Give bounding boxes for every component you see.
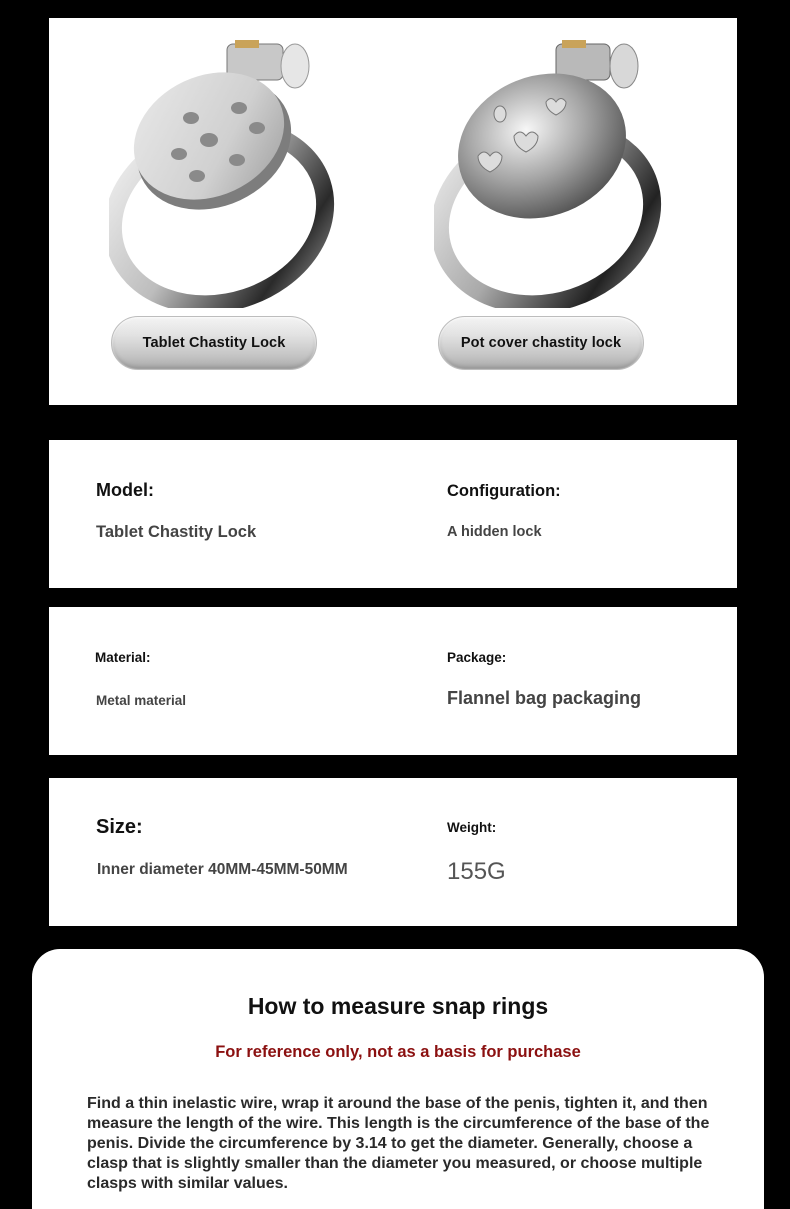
spec-value-model: Tablet Chastity Lock xyxy=(96,523,257,541)
spec-label-size: Size: xyxy=(96,816,143,838)
measurement-guide-panel xyxy=(32,949,764,1209)
spec-value-weight: 155G xyxy=(447,858,506,885)
measurement-guide-disclaimer: For reference only, not as a basis for purchase xyxy=(215,1043,581,1061)
spec-card-size xyxy=(49,778,737,926)
product-comparison-panel xyxy=(49,18,737,405)
spec-label-material: Material: xyxy=(95,650,151,665)
spec-value-size: Inner diameter 40MM-45MM-50MM xyxy=(97,861,348,878)
spec-label-weight: Weight: xyxy=(447,820,497,835)
spec-value-configuration: A hidden lock xyxy=(447,524,542,540)
measurement-guide-instructions: Find a thin inelastic wire, wrap it around the base of the penis, tighten it, and then measure the length of the wire. This length is the circumference of the base of the penis. Divide the circumference by 3.14 to get the diameter. Generally, choose a clasp that is slightly smaller than the diameter you measured, or choose multiple clasps with similar values. xyxy=(87,1095,710,1192)
spec-card-model xyxy=(49,440,737,588)
spec-label-package: Package: xyxy=(447,650,507,665)
product-label-pot-cover-lock: Pot cover chastity lock xyxy=(438,316,644,370)
flat-cover-chastity-ring-image xyxy=(109,36,339,308)
spec-value-package: Flannel bag packaging xyxy=(447,688,642,708)
dome-cover-chastity-ring-image xyxy=(434,36,664,308)
spec-card-material xyxy=(49,607,737,755)
spec-label-configuration: Configuration: xyxy=(447,482,561,500)
spec-value-material: Metal material xyxy=(96,693,187,708)
product-label-tablet-lock: Tablet Chastity Lock xyxy=(111,316,317,370)
spec-label-model: Model: xyxy=(96,480,154,500)
measurement-guide-title: How to measure snap rings xyxy=(247,993,549,1019)
